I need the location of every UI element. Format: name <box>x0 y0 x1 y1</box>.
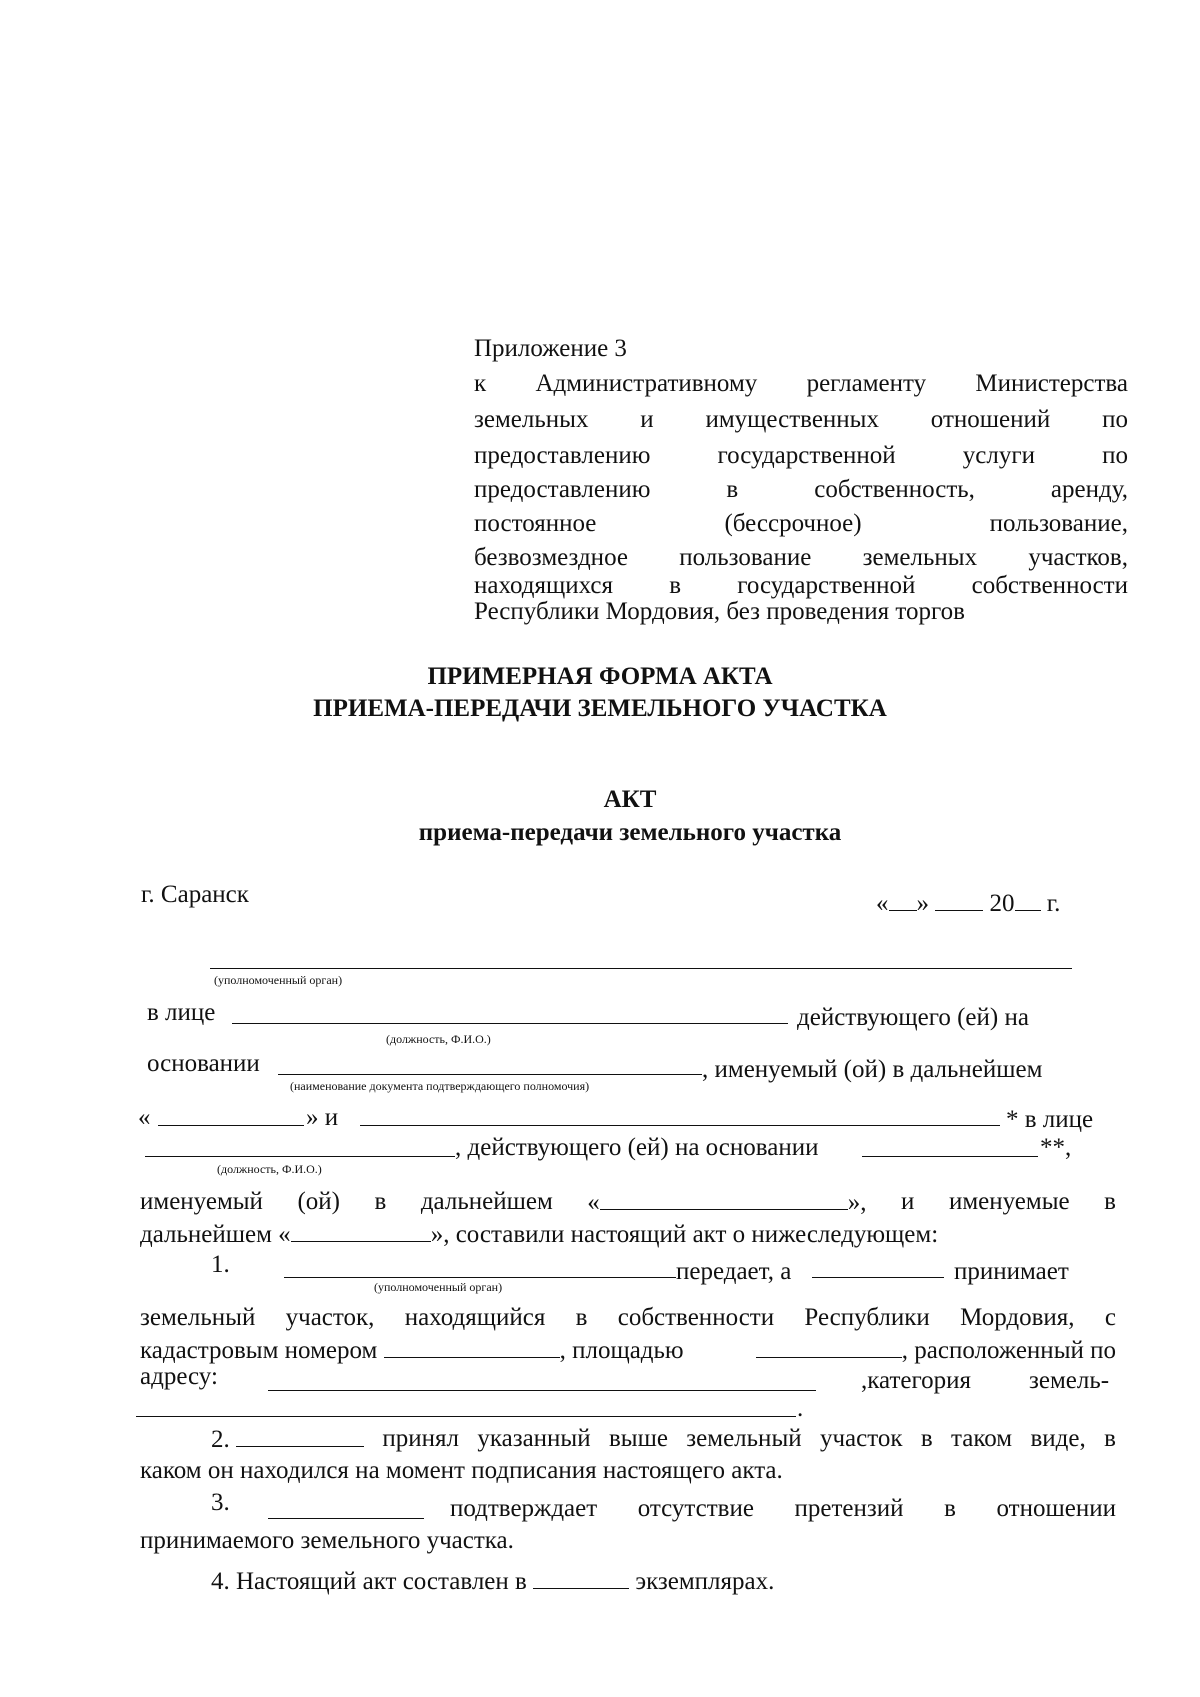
city: г. Саранск <box>141 881 249 908</box>
item2-line1: 2. принял указанный выше земельный участок в таком виде, в <box>211 1425 1116 1453</box>
item3-party-blank <box>268 1518 424 1519</box>
second-party-short-name: « », <box>587 1189 867 1216</box>
quote-open: « <box>138 1104 151 1131</box>
item1-end-dot: . <box>797 1395 804 1422</box>
item3-number: 3. <box>211 1489 230 1516</box>
basis-document-blank <box>278 1074 702 1075</box>
appendix-line: безвозмездное пользование земельных участков, <box>474 544 1128 571</box>
appendix-line: постоянное (бессрочное) пользование, <box>474 510 1128 537</box>
item2-line2: каком он находился на момент подписания настоящего акта. <box>140 1457 783 1484</box>
appendix-title: Приложение 3 <box>474 335 627 362</box>
star-v-litse: * в лице <box>1006 1106 1094 1133</box>
item3-line1: подтверждает отсутствие претензий в отношении <box>450 1495 1116 1522</box>
form-title-line1: ПРИМЕРНАЯ ФОРМА АКТА <box>427 663 773 690</box>
area-field: , расположенный по <box>756 1335 1116 1366</box>
cadastral-field: кадастровым номером , площадью <box>140 1337 684 1364</box>
quote-close-and: » и <box>306 1104 339 1131</box>
item1-accepts: принимает <box>954 1258 1069 1285</box>
caption-position-fio: (должность, Ф.И.О.) <box>386 1032 491 1046</box>
item1-recipient-blank <box>812 1277 944 1278</box>
item1-authority-blank <box>284 1277 676 1278</box>
appendix-last-line: Республики Мордовия, без проведения торгов <box>474 598 965 625</box>
authority-blank <box>210 968 1072 969</box>
form-title-line2: ПРИЕМА-ПЕРЕДАЧИ ЗЕМЕЛЬНОГО УЧАСТКА <box>313 695 887 722</box>
item1-transfers: передает, а <box>676 1258 792 1285</box>
item1-caption-authority: (уполномоченный орган) <box>374 1280 503 1294</box>
appendix-line: предоставлению государственной услуги по <box>474 442 1128 469</box>
double-star: **, <box>1040 1134 1072 1161</box>
named-hereinafter-label: , именуемый (ой) в дальнейшем <box>702 1056 1043 1083</box>
item1-address-blank <box>268 1390 816 1391</box>
appendix-line: земельных и имущественных отношений по <box>474 406 1128 433</box>
caption-authority: (уполномоченный орган) <box>214 973 343 987</box>
item1-address-label: адресу: <box>140 1363 218 1390</box>
act-subtitle: приема-передачи земельного участка <box>418 819 842 846</box>
first-party-short-name-blank <box>158 1125 304 1126</box>
item4-line: 4. Настоящий акт составлен в экземплярах. <box>211 1568 775 1595</box>
item1-category-label: ,категория <box>861 1367 971 1394</box>
item2-number-field: 2. <box>211 1424 364 1455</box>
item1-lands-label: земель- <box>1029 1367 1110 1394</box>
v-litse-label: в лице <box>147 999 216 1026</box>
second-representative-blank <box>145 1156 455 1157</box>
second-basis-blank <box>862 1156 1038 1157</box>
item1-number: 1. <box>211 1251 230 1278</box>
item1-line3 <box>140 1335 1116 1366</box>
appendix-line: к Административному регламенту Министерства <box>474 370 1128 397</box>
date-field: « » 20 г. <box>876 890 1061 917</box>
appendix-line: находящихся в государственной собственности <box>474 572 1128 599</box>
representative-blank <box>232 1023 788 1024</box>
osnovanii-label: основании <box>147 1050 260 1077</box>
acting-on-basis-label: , действующего (ей) на основании <box>455 1134 819 1161</box>
second-party-blank <box>360 1125 1000 1126</box>
acting-on-label: действующего (ей) на <box>797 1004 1029 1031</box>
item1-line2: земельный участок, находящийся в собственности Республики Мордовия, с <box>140 1304 1116 1331</box>
caption-position-fio-2: (должность, Ф.И.О.) <box>217 1162 322 1176</box>
item3-line2: принимаемого земельного участка. <box>140 1527 514 1554</box>
compiled-line: дальнейшем « », составили настоящий акт о нижеследующем: <box>140 1221 939 1248</box>
act-title: АКТ <box>603 786 657 813</box>
appendix-line: предоставлению в собственность, аренду, <box>474 476 1128 503</box>
caption-document: (наименование документа подтверждающего полномочия) <box>290 1079 590 1093</box>
item1-category-blank <box>136 1416 796 1417</box>
named-line: именуемый (ой) в дальнейшем « », и именуемые в <box>140 1188 1116 1216</box>
